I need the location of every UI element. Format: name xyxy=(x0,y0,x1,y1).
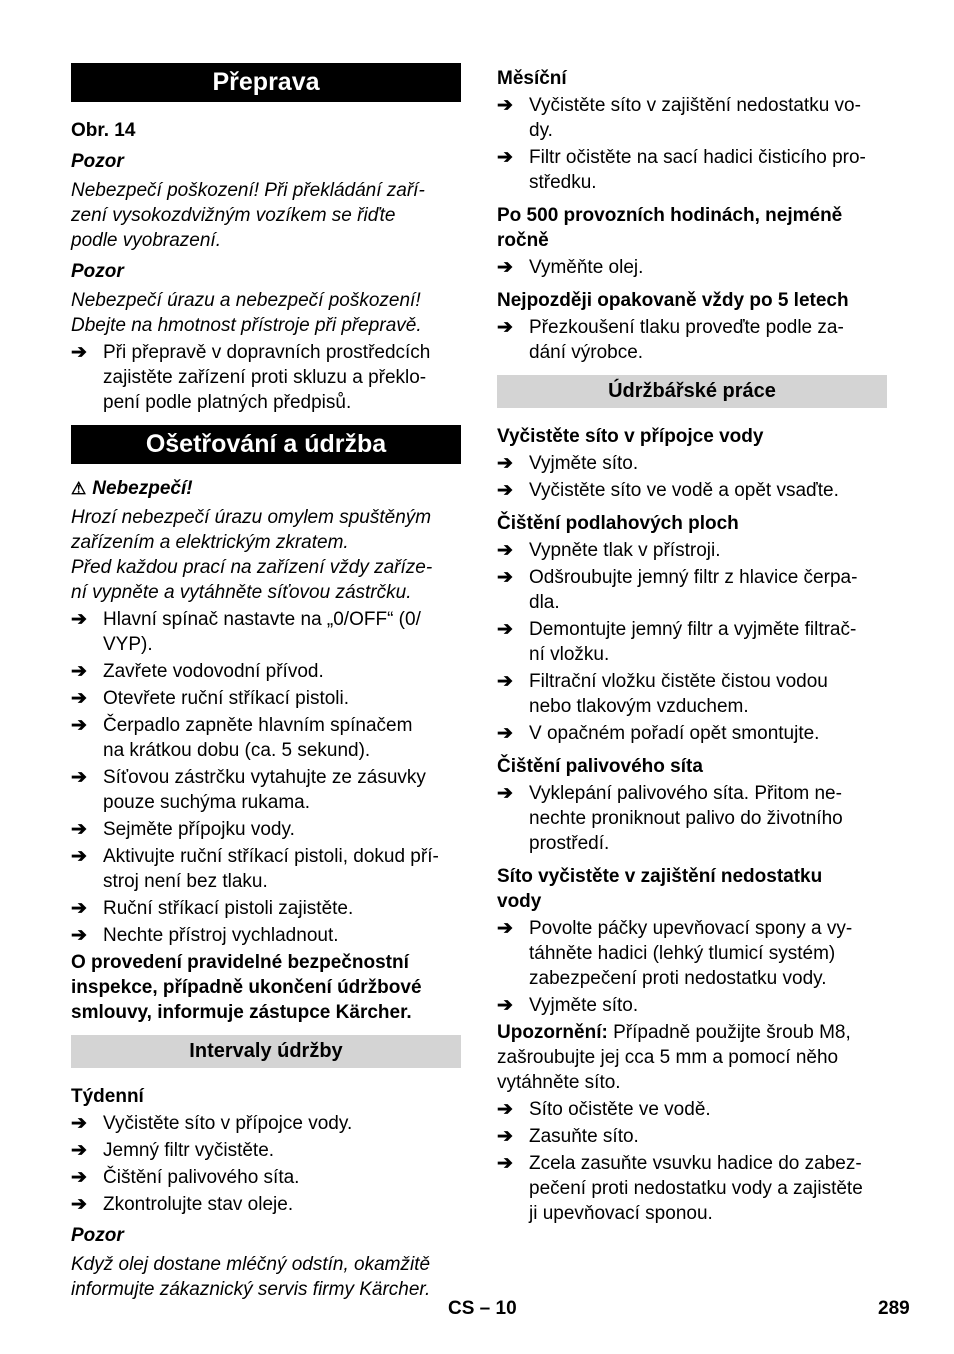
list-item xyxy=(497,916,887,991)
list-item xyxy=(71,340,461,415)
arrow-right-icon: ➔ xyxy=(71,688,87,709)
arrow-right-icon: ➔ xyxy=(71,925,87,946)
list-item-text: Vypněte tlak v přístroji. xyxy=(529,540,721,561)
list-item-text: Vyměňte olej. xyxy=(529,257,644,278)
arrow-right-icon: ➔ xyxy=(71,767,87,788)
list-item-text: Povolte páčky upevňovací spony a vy- táhněte hadici (lehký tlumicí systém) zabezpečení proti nedostatku vody. xyxy=(529,918,853,989)
list-item-text: Čerpadlo zapněte hlavním spínačem na krátkou dobu (ca. 5 sekund). xyxy=(103,715,413,761)
arrow-right-icon: ➔ xyxy=(497,671,513,692)
arrow-right-icon: ➔ xyxy=(497,147,513,168)
caution-label: Pozor xyxy=(71,151,124,172)
list-item xyxy=(497,478,887,503)
list-item xyxy=(71,896,461,921)
caution-text: Když olej dostane mléčný odstín, okamžitě informujte zákaznický servis firmy Kärcher. xyxy=(71,1254,431,1300)
page-number: 289 xyxy=(878,1298,910,1319)
arrow-right-icon: ➔ xyxy=(497,783,513,804)
list-item-text: Jemný filtr vyčistěte. xyxy=(103,1140,275,1161)
list-item-text: Síto očistěte ve vodě. xyxy=(529,1099,711,1120)
arrow-right-icon: ➔ xyxy=(497,95,513,116)
list-item xyxy=(497,721,887,746)
left-column xyxy=(71,63,461,1302)
subheading-sito-zajisteni: Síto vyčistěte v zajištění nedostatku vody xyxy=(497,866,823,912)
list-item xyxy=(71,1165,461,1190)
list-item-text: Vyklepání palivového síta. Přitom ne- nechte proniknout palivo do životního prostředí. xyxy=(529,783,843,854)
arrow-right-icon: ➔ xyxy=(497,918,513,939)
list-item xyxy=(71,817,461,842)
list-item-text: Zcela zasuňte vsuvku hadice do zabez- pečení proti nedostatku vody a zajistěte ji upevňovací sponou. xyxy=(529,1153,863,1224)
transport-list xyxy=(71,340,461,415)
list-item xyxy=(71,1192,461,1217)
maintenance-steps xyxy=(71,607,461,948)
list-item xyxy=(71,686,461,711)
list-item xyxy=(71,659,461,684)
subheading-monthly: Měsíční xyxy=(497,68,567,89)
subheading-po500: Po 500 provozních hodinách, nejméně ročně xyxy=(497,205,843,251)
list-item-text: Síťovou zástrčku vytahujte ze zásuvky pouze suchýma rukama. xyxy=(103,767,426,813)
list-item xyxy=(497,993,887,1018)
list-item-text: Vyčistěte síto ve vodě a opět vsaďte. xyxy=(529,480,839,501)
list-item-text: Zkontrolujte stav oleje. xyxy=(103,1194,294,1215)
arrow-right-icon: ➔ xyxy=(497,480,513,501)
list-item-text: Sejměte přípojku vody. xyxy=(103,819,295,840)
weekly-list xyxy=(71,1111,461,1217)
list-item xyxy=(497,451,887,476)
arrow-right-icon: ➔ xyxy=(71,1140,87,1161)
list-item xyxy=(497,565,887,615)
list-item-text: Nechte přístroj vychladnout. xyxy=(103,925,339,946)
right-column xyxy=(497,63,887,1226)
figure-ref: Obr. 14 xyxy=(71,120,136,141)
list-item-text: Aktivujte ruční stříkací pistoli, dokud pří- stroj není bez tlaku. xyxy=(103,846,439,892)
arrow-right-icon: ➔ xyxy=(71,819,87,840)
podlahy-list xyxy=(497,538,887,746)
list-item-text: Odšroubujte jemný filtr z hlavice čerpa- dla. xyxy=(529,567,858,613)
list-item xyxy=(497,781,887,856)
warning-triangle-icon: ⚠ xyxy=(71,479,87,498)
arrow-right-icon: ➔ xyxy=(497,540,513,561)
arrow-right-icon: ➔ xyxy=(71,1113,87,1134)
palivove-list xyxy=(497,781,887,856)
list-item-text: Čištění palivového síta. xyxy=(103,1167,300,1188)
heading-udrzbarske: Údržbářské práce xyxy=(497,375,887,408)
caution-label: Pozor xyxy=(71,1225,124,1246)
list-item xyxy=(497,93,887,143)
list-item-text: Hlavní spínač nastavte na „0/OFF“ (0/ VYP). xyxy=(103,609,421,655)
list-item-text: V opačném pořadí opět smontujte. xyxy=(529,723,820,744)
list-item-text: Přezkoušení tlaku proveďte podle za- dání výrobce. xyxy=(529,317,844,363)
po500-list xyxy=(497,255,887,280)
list-item-text: Ruční stříkací pistoli zajistěte. xyxy=(103,898,354,919)
arrow-right-icon: ➔ xyxy=(497,619,513,640)
subheading-palivove: Čištění palivového síta xyxy=(497,756,703,777)
arrow-right-icon: ➔ xyxy=(71,342,87,363)
arrow-right-icon: ➔ xyxy=(71,715,87,736)
subheading-weekly: Týdenní xyxy=(71,1086,144,1107)
final-list xyxy=(497,1097,887,1226)
list-item xyxy=(497,669,887,719)
list-item-text: Demontujte jemný filtr a vyjměte filtrač- ní vložku. xyxy=(529,619,857,665)
arrow-right-icon: ➔ xyxy=(71,898,87,919)
arrow-right-icon: ➔ xyxy=(497,1099,513,1120)
list-item xyxy=(71,765,461,815)
heading-osetrovani: Ošetřování a údržba xyxy=(71,425,461,464)
list-item-text: Filtrační vložku čistěte čistou vodou nebo tlakovým vzduchem. xyxy=(529,671,828,717)
list-item xyxy=(497,315,887,365)
list-item xyxy=(497,255,887,280)
list-item xyxy=(497,145,887,195)
arrow-right-icon: ➔ xyxy=(497,1126,513,1147)
list-item-text: Vyjměte síto. xyxy=(529,995,639,1016)
list-item-text: Otevřete ruční stříkací pistoli. xyxy=(103,688,350,709)
arrow-right-icon: ➔ xyxy=(71,609,87,630)
list-item-text: Vyčistěte síto v zajištění nedostatku vo- dy. xyxy=(529,95,861,141)
danger-label: ⚠ Nebezpečí! xyxy=(71,478,193,499)
arrow-right-icon: ➔ xyxy=(497,567,513,588)
list-item xyxy=(71,923,461,948)
page-code: CS – 10 xyxy=(448,1298,517,1319)
list-item xyxy=(71,844,461,894)
list-item xyxy=(497,1151,887,1226)
list-item xyxy=(497,1097,887,1122)
subheading-sito-pripojka: Vyčistěte síto v přípojce vody xyxy=(497,426,764,447)
list-item xyxy=(71,713,461,763)
arrow-right-icon: ➔ xyxy=(71,1167,87,1188)
heading-preprava: Přeprava xyxy=(71,63,461,102)
list-item xyxy=(497,617,887,667)
arrow-right-icon: ➔ xyxy=(71,846,87,867)
sito-zajisteni-list xyxy=(497,916,887,1018)
list-item-text: Vyčistěte síto v přípojce vody. xyxy=(103,1113,353,1134)
list-item xyxy=(71,1138,461,1163)
danger-text: Hrozí nebezpečí úrazu omylem spuštěným zařízením a elektrickým zkratem. Před každou prací na zařízení vždy zaříze- ní vypněte a vytáhněte síťovou zástrčku. xyxy=(71,507,433,603)
note-paragraph: Upozornění: Případně použijte šroub M8, zašroubujte jej cca 5 mm a pomocí něho vytáhněte síto. xyxy=(497,1022,851,1093)
list-item xyxy=(71,1111,461,1136)
arrow-right-icon: ➔ xyxy=(497,453,513,474)
inspection-note: O provedení pravidelné bezpečnostní inspekce, případně ukončení údržbové smlouvy, informuje zástupce Kärcher. xyxy=(71,952,422,1023)
subheading-podlahy: Čištění podlahových ploch xyxy=(497,513,739,534)
list-item-text: Zasuňte síto. xyxy=(529,1126,639,1147)
caution-text: Nebezpečí poškození! Při překládání zaří- zení vysokozdvižným vozíkem se řiďte podle vyobrazení. xyxy=(71,180,425,251)
arrow-right-icon: ➔ xyxy=(497,257,513,278)
sito-pripojka-list xyxy=(497,451,887,503)
caution-label: Pozor xyxy=(71,261,124,282)
arrow-right-icon: ➔ xyxy=(497,1153,513,1174)
arrow-right-icon: ➔ xyxy=(497,995,513,1016)
arrow-right-icon: ➔ xyxy=(497,723,513,744)
arrow-right-icon: ➔ xyxy=(497,317,513,338)
list-item xyxy=(71,607,461,657)
heading-intervaly: Intervaly údržby xyxy=(71,1035,461,1068)
arrow-right-icon: ➔ xyxy=(71,661,87,682)
monthly-list xyxy=(497,93,887,195)
subheading-nejpozdeji: Nejpozději opakovaně vždy po 5 letech xyxy=(497,290,849,311)
list-item xyxy=(497,538,887,563)
nejpozdeji-list xyxy=(497,315,887,365)
list-item-text: Vyjměte síto. xyxy=(529,453,639,474)
list-item-text: Filtr očistěte na sací hadici čisticího pro- středku. xyxy=(529,147,866,193)
list-item-text: Zavřete vodovodní přívod. xyxy=(103,661,324,682)
list-item xyxy=(497,1124,887,1149)
list-item-text: Při přepravě v dopravních prostředcích zajistěte zařízení proti skluzu a překlo- pení podle platných předpisů. xyxy=(103,342,431,413)
caution-text: Nebezpečí úrazu a nebezpečí poškození! Dbejte na hmotnost přístroje při přepravě. xyxy=(71,290,422,336)
arrow-right-icon: ➔ xyxy=(71,1194,87,1215)
